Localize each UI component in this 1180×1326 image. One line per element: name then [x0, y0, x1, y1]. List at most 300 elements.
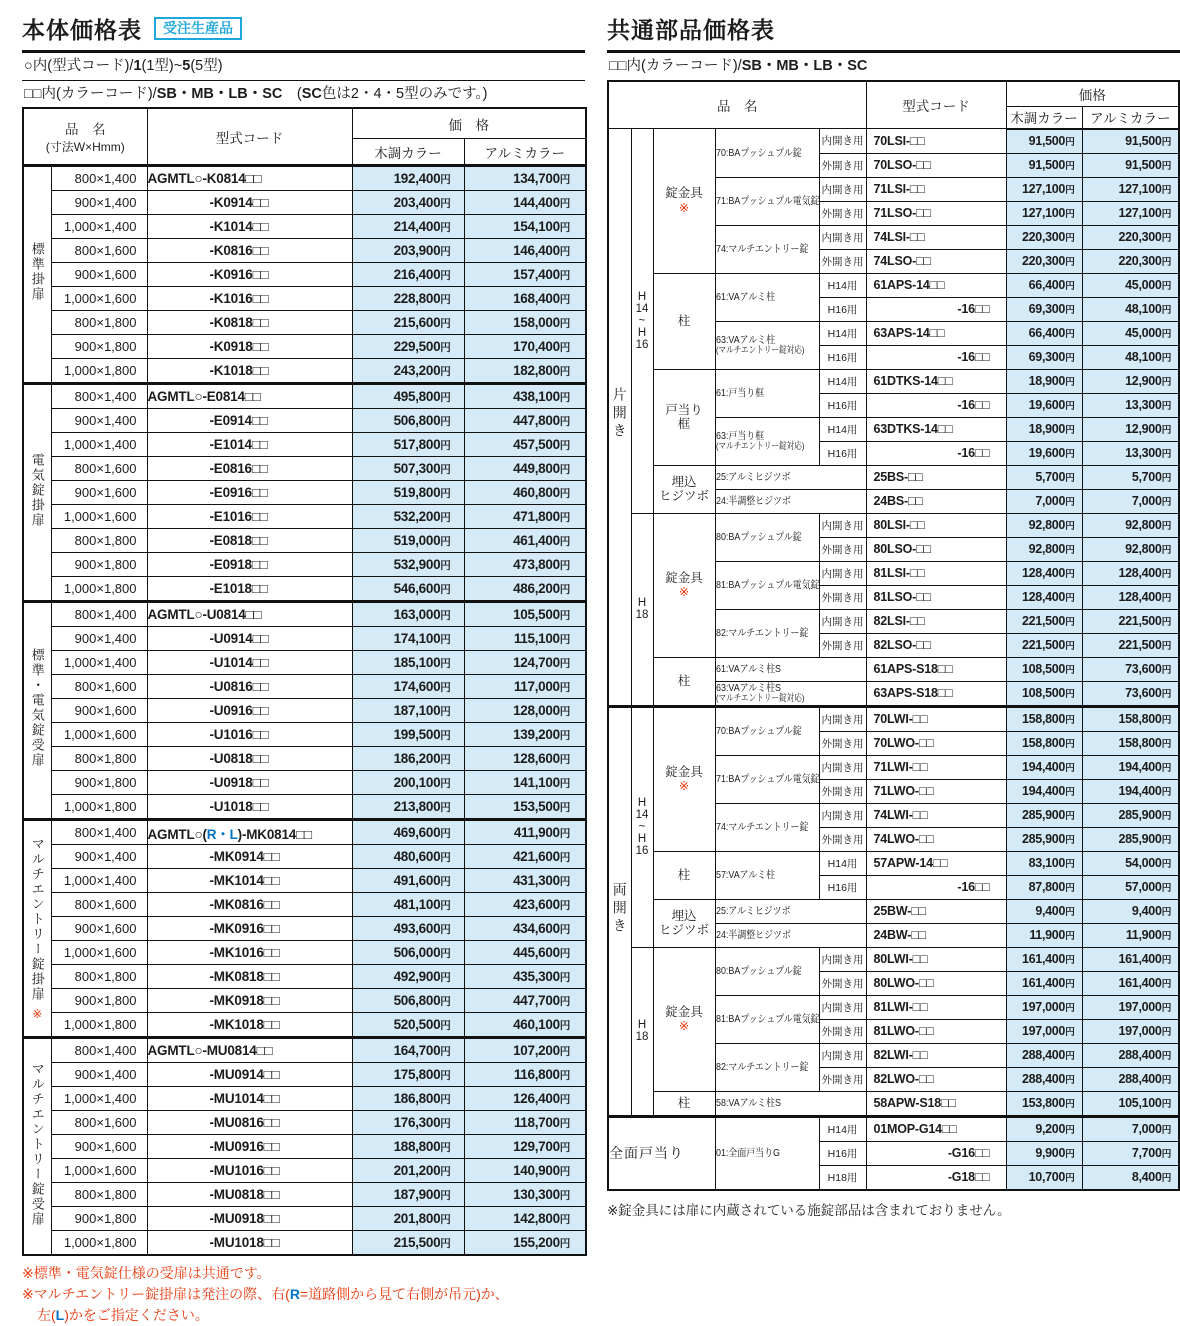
price-alumi: 194,400円 — [1082, 779, 1179, 803]
price-wood: 481,100円 — [352, 893, 464, 917]
model-code: -K0914□□ — [147, 191, 352, 215]
col-header-wood: 木調カラー — [352, 139, 464, 166]
variant-label: 外開き用 — [819, 633, 866, 657]
price-row — [608, 947, 1179, 971]
item-name: 61:VAアルミ柱 — [715, 273, 819, 321]
part-category-label: 埋込 ヒジツボ — [653, 465, 715, 513]
part-category-label: 柱 — [653, 273, 715, 369]
item-name: 82:マルチエントリー錠 — [715, 609, 819, 657]
price-wood: 491,600円 — [352, 869, 464, 893]
model-code: -MK0914□□ — [147, 845, 352, 869]
price-row — [608, 706, 1179, 731]
price-alumi: 438,100円 — [464, 384, 586, 409]
price-wood: 10,700円 — [1006, 1165, 1082, 1190]
price-wood: 127,100円 — [1006, 201, 1082, 225]
price-wood: 158,800円 — [1006, 731, 1082, 755]
price-alumi: 471,800円 — [464, 505, 586, 529]
price-wood: 506,800円 — [352, 409, 464, 433]
price-row — [23, 191, 586, 215]
price-alumi: 126,400円 — [464, 1087, 586, 1111]
variant-label: 内開き用 — [819, 947, 866, 971]
size-cell: 800×1,600 — [51, 675, 147, 699]
model-code: -E1018□□ — [147, 577, 352, 602]
model-code: -K0918□□ — [147, 335, 352, 359]
header-row — [23, 108, 586, 139]
model-code: -MK1014□□ — [147, 869, 352, 893]
price-alumi: 105,500円 — [464, 602, 586, 627]
variant-label: H14用 — [819, 369, 866, 393]
price-wood: 201,200円 — [352, 1159, 464, 1183]
price-wood: 493,600円 — [352, 917, 464, 941]
price-alumi: 105,100円 — [1082, 1091, 1179, 1116]
variant-label: 内開き用 — [819, 609, 866, 633]
model-code: 71LWI-□□ — [866, 755, 1006, 779]
variant-label: 内開き用 — [819, 561, 866, 585]
price-row — [23, 1013, 586, 1038]
price-alumi: 7,700円 — [1082, 1141, 1179, 1165]
price-wood: 164,700円 — [352, 1038, 464, 1063]
variant-label: 外開き用 — [819, 1067, 866, 1091]
col-header-code: 型式コード — [147, 108, 352, 166]
color-code-note: □□内(カラーコード)/SB・MB・LB・SC (SC色は2・4・5型のみです。) — [24, 85, 488, 102]
price-wood: 229,500円 — [352, 335, 464, 359]
price-alumi: 7,000円 — [1082, 1116, 1179, 1141]
model-code: 25BS-□□ — [866, 465, 1006, 489]
price-wood: 174,100円 — [352, 627, 464, 651]
price-wood: 200,100円 — [352, 771, 464, 795]
left-footnotes — [22, 1263, 585, 1326]
model-code: 25BW-□□ — [866, 899, 1006, 923]
price-alumi: 128,400円 — [1082, 585, 1179, 609]
price-alumi: 221,500円 — [1082, 609, 1179, 633]
price-alumi: 288,400円 — [1082, 1043, 1179, 1067]
price-alumi: 8,400円 — [1082, 1165, 1179, 1190]
price-alumi: 445,600円 — [464, 941, 586, 965]
part-category-label: 錠金具 ※ — [653, 513, 715, 657]
model-code: 82LSI-□□ — [866, 609, 1006, 633]
price-alumi: 7,000円 — [1082, 489, 1179, 513]
model-code: AGMTL○-E0814□□ — [147, 384, 352, 409]
model-code: 74LWI-□□ — [866, 803, 1006, 827]
price-alumi: 146,400円 — [464, 239, 586, 263]
variant-label: 内開き用 — [819, 706, 866, 731]
price-wood: 9,900円 — [1006, 1141, 1082, 1165]
price-alumi: 116,800円 — [464, 1063, 586, 1087]
price-alumi: 158,800円 — [1082, 706, 1179, 731]
price-alumi: 153,500円 — [464, 795, 586, 820]
price-row — [608, 129, 1179, 154]
price-row — [608, 657, 1179, 681]
price-wood: 66,400円 — [1006, 273, 1082, 297]
price-alumi: 128,000円 — [464, 699, 586, 723]
model-code: -MU1014□□ — [147, 1087, 352, 1111]
price-alumi: 220,300円 — [1082, 225, 1179, 249]
model-code: 81LWO-□□ — [866, 1019, 1006, 1043]
item-name: 82:マルチエントリー錠 — [715, 1043, 819, 1091]
price-wood: 228,800円 — [352, 287, 464, 311]
model-code: -MK0816□□ — [147, 893, 352, 917]
model-code: -MU0818□□ — [147, 1183, 352, 1207]
model-code: -U0916□□ — [147, 699, 352, 723]
model-code: 24BW-□□ — [866, 923, 1006, 947]
model-code: -U0918□□ — [147, 771, 352, 795]
price-row — [23, 481, 586, 505]
model-code: -E0918□□ — [147, 553, 352, 577]
price-wood: 91,500円 — [1006, 153, 1082, 177]
footnote-hinge-side: ※マルチエントリー錠掛扉は発注の際、右(R=道路側から見て右側が吊元)か、 — [22, 1286, 509, 1303]
model-code: AGMTL○(R・L)-MK0814□□ — [147, 820, 352, 845]
model-code: 70LSO-□□ — [866, 153, 1006, 177]
price-wood: 161,400円 — [1006, 971, 1082, 995]
price-row — [23, 771, 586, 795]
model-code: 81LWI-□□ — [866, 995, 1006, 1019]
price-row — [23, 359, 586, 384]
model-code-note: ○内(型式コード)/1(1型)~5(5型) — [22, 53, 585, 81]
price-row — [23, 215, 586, 239]
item-name: 80:BAプッシュプル錠 — [715, 947, 819, 995]
part-category-label: 錠金具 ※ — [653, 129, 715, 274]
item-name: 74:マルチエントリー錠 — [715, 225, 819, 273]
price-row — [23, 651, 586, 675]
price-wood: 187,900円 — [352, 1183, 464, 1207]
size-cell: 800×1,400 — [51, 820, 147, 845]
size-cell: 1,000×1,400 — [51, 1087, 147, 1111]
price-alumi: 411,900円 — [464, 820, 586, 845]
size-cell: 900×1,400 — [51, 191, 147, 215]
price-wood: 128,400円 — [1006, 585, 1082, 609]
model-code: 74LSI-□□ — [866, 225, 1006, 249]
size-cell: 1,000×1,400 — [51, 433, 147, 457]
model-code: -16□□ — [866, 441, 1006, 465]
section-label: 全面戸当り — [608, 1116, 715, 1190]
size-cell: 800×1,600 — [51, 893, 147, 917]
model-code: -K1018□□ — [147, 359, 352, 384]
price-row — [23, 1038, 586, 1063]
model-code: -K0818□□ — [147, 311, 352, 335]
model-code: -K0916□□ — [147, 263, 352, 287]
price-alumi: 140,900円 — [464, 1159, 586, 1183]
part-category-label: 錠金具 ※ — [653, 947, 715, 1091]
model-code: -K0816□□ — [147, 239, 352, 263]
size-cell: 900×1,400 — [51, 845, 147, 869]
price-row — [23, 1207, 586, 1231]
size-cell: 800×1,400 — [51, 602, 147, 627]
price-alumi: 220,300円 — [1082, 249, 1179, 273]
size-cell: 900×1,600 — [51, 1135, 147, 1159]
variant-label: 内開き用 — [819, 129, 866, 154]
price-wood: 495,800円 — [352, 384, 464, 409]
model-code: -U1018□□ — [147, 795, 352, 820]
price-wood: 187,100円 — [352, 699, 464, 723]
price-row — [23, 239, 586, 263]
price-alumi: 460,100円 — [464, 1013, 586, 1038]
price-wood: 220,300円 — [1006, 225, 1082, 249]
size-cell: 1,000×1,600 — [51, 1159, 147, 1183]
price-alumi: 91,500円 — [1082, 129, 1179, 154]
item-name: 01:全面戸当りG — [715, 1116, 819, 1190]
price-alumi: 170,400円 — [464, 335, 586, 359]
price-alumi: 9,400円 — [1082, 899, 1179, 923]
price-row — [23, 820, 586, 845]
price-wood: 7,000円 — [1006, 489, 1082, 513]
price-wood: 203,900円 — [352, 239, 464, 263]
model-code: -G18□□ — [866, 1165, 1006, 1190]
item-name: 81:BAプッシュプル電気錠 — [715, 561, 819, 609]
price-wood: 215,600円 — [352, 311, 464, 335]
variant-label: H18用 — [819, 1165, 866, 1190]
model-code: -16□□ — [866, 875, 1006, 899]
size-cell: 900×1,600 — [51, 263, 147, 287]
price-alumi: 158,000円 — [464, 311, 586, 335]
parts-price-table — [607, 80, 1180, 1191]
price-wood: 92,800円 — [1006, 537, 1082, 561]
model-code: 80LSO-□□ — [866, 537, 1006, 561]
price-wood: 197,000円 — [1006, 995, 1082, 1019]
main-price-table — [22, 107, 587, 1256]
row-group-label: 標準掛扉 — [23, 166, 51, 384]
size-cell: 1,000×1,800 — [51, 795, 147, 820]
price-row — [23, 917, 586, 941]
model-code: -MK0916□□ — [147, 917, 352, 941]
item-name: 61:VAアルミ柱S — [715, 657, 866, 681]
price-row — [608, 1091, 1179, 1116]
size-cell: 1,000×1,800 — [51, 1231, 147, 1256]
price-row — [608, 465, 1179, 489]
price-alumi: 129,700円 — [464, 1135, 586, 1159]
price-alumi: 73,600円 — [1082, 657, 1179, 681]
price-alumi: 434,600円 — [464, 917, 586, 941]
price-wood: 66,400円 — [1006, 321, 1082, 345]
price-row — [23, 602, 586, 627]
price-wood: 546,600円 — [352, 577, 464, 602]
variant-label: 内開き用 — [819, 803, 866, 827]
price-alumi: 157,400円 — [464, 263, 586, 287]
price-wood: 214,400円 — [352, 215, 464, 239]
price-wood: 288,400円 — [1006, 1067, 1082, 1091]
part-category-label: 柱 — [653, 657, 715, 706]
price-wood: 243,200円 — [352, 359, 464, 384]
part-category-label: 柱 — [653, 851, 715, 899]
variant-label: H14用 — [819, 273, 866, 297]
price-row — [23, 893, 586, 917]
model-code: -MU0916□□ — [147, 1135, 352, 1159]
model-code: -MU0918□□ — [147, 1207, 352, 1231]
item-name: 57:VAアルミ柱 — [715, 851, 819, 899]
price-alumi: 117,000円 — [464, 675, 586, 699]
variant-label: H16用 — [819, 1141, 866, 1165]
size-cell: 1,000×1,800 — [51, 359, 147, 384]
item-name: 71:BAプッシュプル電気錠 — [715, 177, 819, 225]
price-alumi: 45,000円 — [1082, 321, 1179, 345]
price-alumi: 155,200円 — [464, 1231, 586, 1256]
model-code: 01MOP-G14□□ — [866, 1116, 1006, 1141]
price-wood: 87,800円 — [1006, 875, 1082, 899]
model-code: 63APS-S18□□ — [866, 681, 1006, 706]
price-wood: 19,600円 — [1006, 441, 1082, 465]
part-category-label: 戸当り 框 — [653, 369, 715, 465]
price-wood: 161,400円 — [1006, 947, 1082, 971]
price-wood: 18,900円 — [1006, 417, 1082, 441]
price-alumi: 473,800円 — [464, 553, 586, 577]
price-row — [23, 1063, 586, 1087]
model-code: 80LWI-□□ — [866, 947, 1006, 971]
part-category-label: 錠金具 ※ — [653, 706, 715, 851]
size-cell: 800×1,600 — [51, 1111, 147, 1135]
size-cell: 900×1,800 — [51, 771, 147, 795]
size-cell: 900×1,800 — [51, 553, 147, 577]
model-code: -E0914□□ — [147, 409, 352, 433]
price-wood: 506,800円 — [352, 989, 464, 1013]
model-code: 61DTKS-14□□ — [866, 369, 1006, 393]
model-code: -U1014□□ — [147, 651, 352, 675]
price-alumi: 142,800円 — [464, 1207, 586, 1231]
left-table-title: 本体価格表 — [22, 17, 142, 43]
price-row — [23, 457, 586, 481]
price-wood: 175,800円 — [352, 1063, 464, 1087]
col-header-price: 価格 — [1006, 81, 1179, 107]
size-cell: 900×1,400 — [51, 627, 147, 651]
size-cell: 800×1,400 — [51, 166, 147, 191]
model-code: -E0816□□ — [147, 457, 352, 481]
price-alumi: 144,400円 — [464, 191, 586, 215]
item-name: 61:戸当り框 — [715, 369, 819, 417]
height-range-label: H 18 — [631, 947, 653, 1116]
price-wood: 221,500円 — [1006, 633, 1082, 657]
price-wood: 285,900円 — [1006, 803, 1082, 827]
variant-label: H16用 — [819, 441, 866, 465]
variant-label: 内開き用 — [819, 1043, 866, 1067]
price-alumi: 134,700円 — [464, 166, 586, 191]
size-cell: 1,000×1,600 — [51, 287, 147, 311]
model-code: -E0818□□ — [147, 529, 352, 553]
price-wood: 91,500円 — [1006, 129, 1082, 154]
size-cell: 900×1,800 — [51, 1207, 147, 1231]
price-row — [23, 869, 586, 893]
variant-label: 内開き用 — [819, 177, 866, 201]
price-row — [23, 335, 586, 359]
price-wood: 11,900円 — [1006, 923, 1082, 947]
price-alumi: 12,900円 — [1082, 417, 1179, 441]
price-alumi: 118,700円 — [464, 1111, 586, 1135]
price-wood: 5,700円 — [1006, 465, 1082, 489]
model-code: 71LWO-□□ — [866, 779, 1006, 803]
price-alumi: 161,400円 — [1082, 971, 1179, 995]
model-code: -E1016□□ — [147, 505, 352, 529]
price-wood: 185,100円 — [352, 651, 464, 675]
price-wood: 128,400円 — [1006, 561, 1082, 585]
price-wood: 127,100円 — [1006, 177, 1082, 201]
price-wood: 520,500円 — [352, 1013, 464, 1038]
header-row — [608, 81, 1179, 107]
model-code: 71LSI-□□ — [866, 177, 1006, 201]
variant-label: 外開き用 — [819, 779, 866, 803]
height-range-label: H 14 ~ H 16 — [631, 706, 653, 947]
price-alumi: 447,800円 — [464, 409, 586, 433]
col-header-code: 型式コード — [866, 81, 1006, 129]
model-code: -U0914□□ — [147, 627, 352, 651]
height-range-label: H 14 ~ H 16 — [631, 129, 653, 514]
price-wood: 92,800円 — [1006, 513, 1082, 537]
price-row — [23, 627, 586, 651]
item-name: 63:VAアルミ柱S (マルチエントリー錠対応) — [715, 681, 866, 706]
price-alumi: 124,700円 — [464, 651, 586, 675]
price-wood: 201,800円 — [352, 1207, 464, 1231]
price-wood: 288,400円 — [1006, 1043, 1082, 1067]
price-row — [23, 166, 586, 191]
model-code: -U0818□□ — [147, 747, 352, 771]
size-cell: 1,000×1,400 — [51, 215, 147, 239]
size-cell: 800×1,600 — [51, 239, 147, 263]
price-alumi: 73,600円 — [1082, 681, 1179, 706]
price-wood: 186,200円 — [352, 747, 464, 771]
price-wood: 197,000円 — [1006, 1019, 1082, 1043]
model-code: -K1016□□ — [147, 287, 352, 311]
price-alumi: 13,300円 — [1082, 441, 1179, 465]
variant-label: 外開き用 — [819, 249, 866, 273]
price-wood: 69,300円 — [1006, 297, 1082, 321]
price-alumi: 285,900円 — [1082, 803, 1179, 827]
size-cell: 1,000×1,400 — [51, 869, 147, 893]
price-alumi: 461,400円 — [464, 529, 586, 553]
model-code: 82LSO-□□ — [866, 633, 1006, 657]
price-alumi: 128,600円 — [464, 747, 586, 771]
price-alumi: 449,800円 — [464, 457, 586, 481]
item-name: 25:アルミヒジツボ — [715, 899, 866, 923]
col-header-name: 品 名 (寸法W×Hmm) — [23, 108, 147, 166]
price-wood: 199,500円 — [352, 723, 464, 747]
size-cell: 800×1,400 — [51, 1038, 147, 1063]
price-row — [23, 1111, 586, 1135]
main-price-section — [22, 12, 585, 1326]
price-alumi: 423,600円 — [464, 893, 586, 917]
price-row — [608, 899, 1179, 923]
price-alumi: 154,100円 — [464, 215, 586, 239]
price-alumi: 285,900円 — [1082, 827, 1179, 851]
model-code: -U1016□□ — [147, 723, 352, 747]
price-alumi: 197,000円 — [1082, 995, 1179, 1019]
model-code: 70LWO-□□ — [866, 731, 1006, 755]
price-alumi: 57,000円 — [1082, 875, 1179, 899]
left-title-row — [22, 12, 585, 53]
price-wood: 507,300円 — [352, 457, 464, 481]
size-cell: 800×1,800 — [51, 1183, 147, 1207]
model-code: 81LSI-□□ — [866, 561, 1006, 585]
price-wood: 194,400円 — [1006, 755, 1082, 779]
price-row — [23, 1231, 586, 1256]
price-wood: 213,800円 — [352, 795, 464, 820]
item-name: 80:BAプッシュプル錠 — [715, 513, 819, 561]
price-row — [23, 505, 586, 529]
col-header-name: 品 名 — [608, 81, 866, 129]
price-alumi: 127,100円 — [1082, 201, 1179, 225]
price-row — [608, 369, 1179, 393]
size-cell: 900×1,600 — [51, 917, 147, 941]
variant-label: 外開き用 — [819, 1019, 866, 1043]
model-code: 61APS-S18□□ — [866, 657, 1006, 681]
size-cell: 900×1,600 — [51, 481, 147, 505]
variant-label: H14用 — [819, 851, 866, 875]
price-alumi: 141,100円 — [464, 771, 586, 795]
variant-label: H16用 — [819, 393, 866, 417]
variant-label: 外開き用 — [819, 537, 866, 561]
size-cell: 800×1,400 — [51, 384, 147, 409]
price-row — [23, 1087, 586, 1111]
price-row — [23, 989, 586, 1013]
model-code: -16□□ — [866, 297, 1006, 321]
size-cell: 1,000×1,600 — [51, 505, 147, 529]
price-alumi: 115,100円 — [464, 627, 586, 651]
item-name: 63:戸当り框 (マルチエントリー錠対応) — [715, 417, 819, 465]
